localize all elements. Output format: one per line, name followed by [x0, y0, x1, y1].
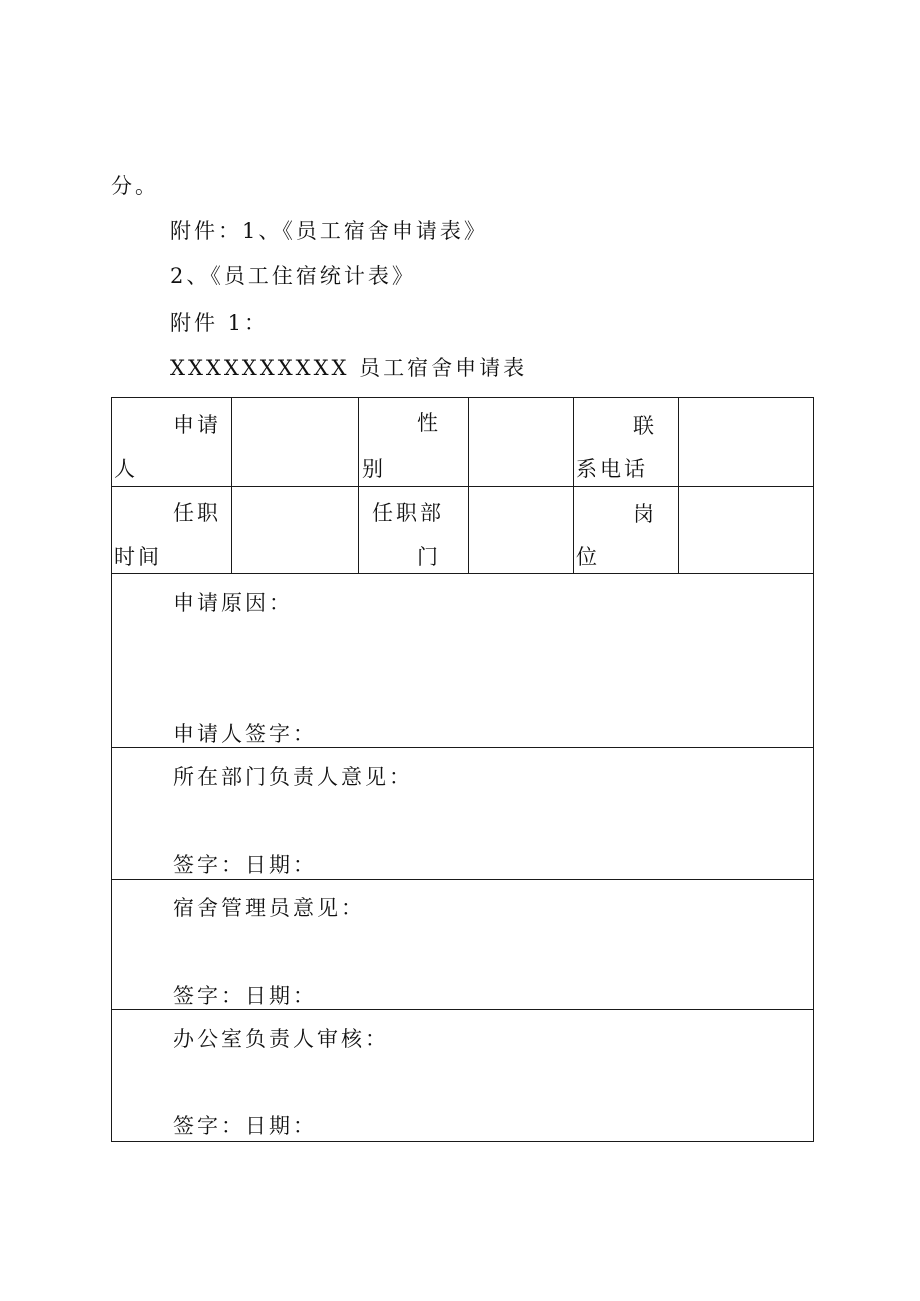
dormitory-application-form: [111, 397, 814, 1142]
dept-label-top: 任职部: [372, 501, 444, 525]
dept-head-sign-date: 签字：日期：: [173, 853, 317, 877]
border-row2-bottom: [111, 573, 814, 574]
tenure-label-bottom: 时间: [114, 545, 162, 569]
border-right: [813, 397, 814, 1142]
gender-label-bottom: 别: [362, 457, 386, 481]
phone-value-cell[interactable]: [679, 398, 813, 486]
border-dept-bottom: [111, 879, 814, 880]
office-head-review-label: 办公室负责人审核：: [173, 1027, 389, 1051]
applicant-signature-label: 申请人签字：: [173, 722, 317, 746]
attachments-line-2: 2、《员工住宿统计表》: [170, 264, 416, 288]
post-label-bottom: 位: [576, 545, 600, 569]
office-head-review-area[interactable]: [112, 1059, 813, 1113]
col-divider-2: [358, 397, 359, 574]
border-dorm-bottom: [111, 1009, 814, 1010]
attachment-heading: 附件 1：: [170, 311, 269, 335]
phone-label-top: 联: [633, 414, 657, 438]
gender-label-top: 性: [417, 411, 441, 435]
reason-label: 申请原因：: [173, 591, 293, 615]
border-bottom: [111, 1141, 814, 1142]
form-title: XXXXXXXXXX 员工宿舍申请表: [170, 356, 528, 380]
border-reason-bottom: [111, 747, 814, 748]
dorm-admin-sign-date: 签字：日期：: [173, 984, 317, 1008]
gender-value-cell[interactable]: [469, 398, 573, 486]
post-label-top: 岗: [633, 502, 657, 526]
paragraph-tail: 分。: [111, 174, 159, 198]
dorm-admin-opinion-area[interactable]: [112, 928, 813, 982]
tenure-value-cell[interactable]: [232, 487, 358, 573]
dept-head-opinion-area[interactable]: [112, 797, 813, 851]
dept-head-opinion-label: 所在部门负责人意见：: [173, 765, 413, 789]
applicant-label-top: 申请: [173, 413, 221, 437]
office-head-sign-date: 签字：日期：: [173, 1114, 317, 1138]
phone-label-bottom: 系电话: [576, 457, 648, 481]
applicant-label-bottom: 人: [114, 457, 138, 481]
post-value-cell[interactable]: [679, 487, 813, 573]
dept-value-cell[interactable]: [469, 487, 573, 573]
reason-input-area[interactable]: [112, 623, 813, 719]
dorm-admin-opinion-label: 宿舍管理员意见：: [173, 896, 365, 920]
col-divider-4: [573, 397, 574, 574]
border-left: [111, 397, 112, 1142]
attachments-line-1: 附件：1、《员工宿舍申请表》: [170, 219, 488, 243]
tenure-label-top: 任职: [173, 501, 221, 525]
dept-label-bottom: 门: [417, 545, 441, 569]
applicant-value-cell[interactable]: [232, 398, 358, 486]
